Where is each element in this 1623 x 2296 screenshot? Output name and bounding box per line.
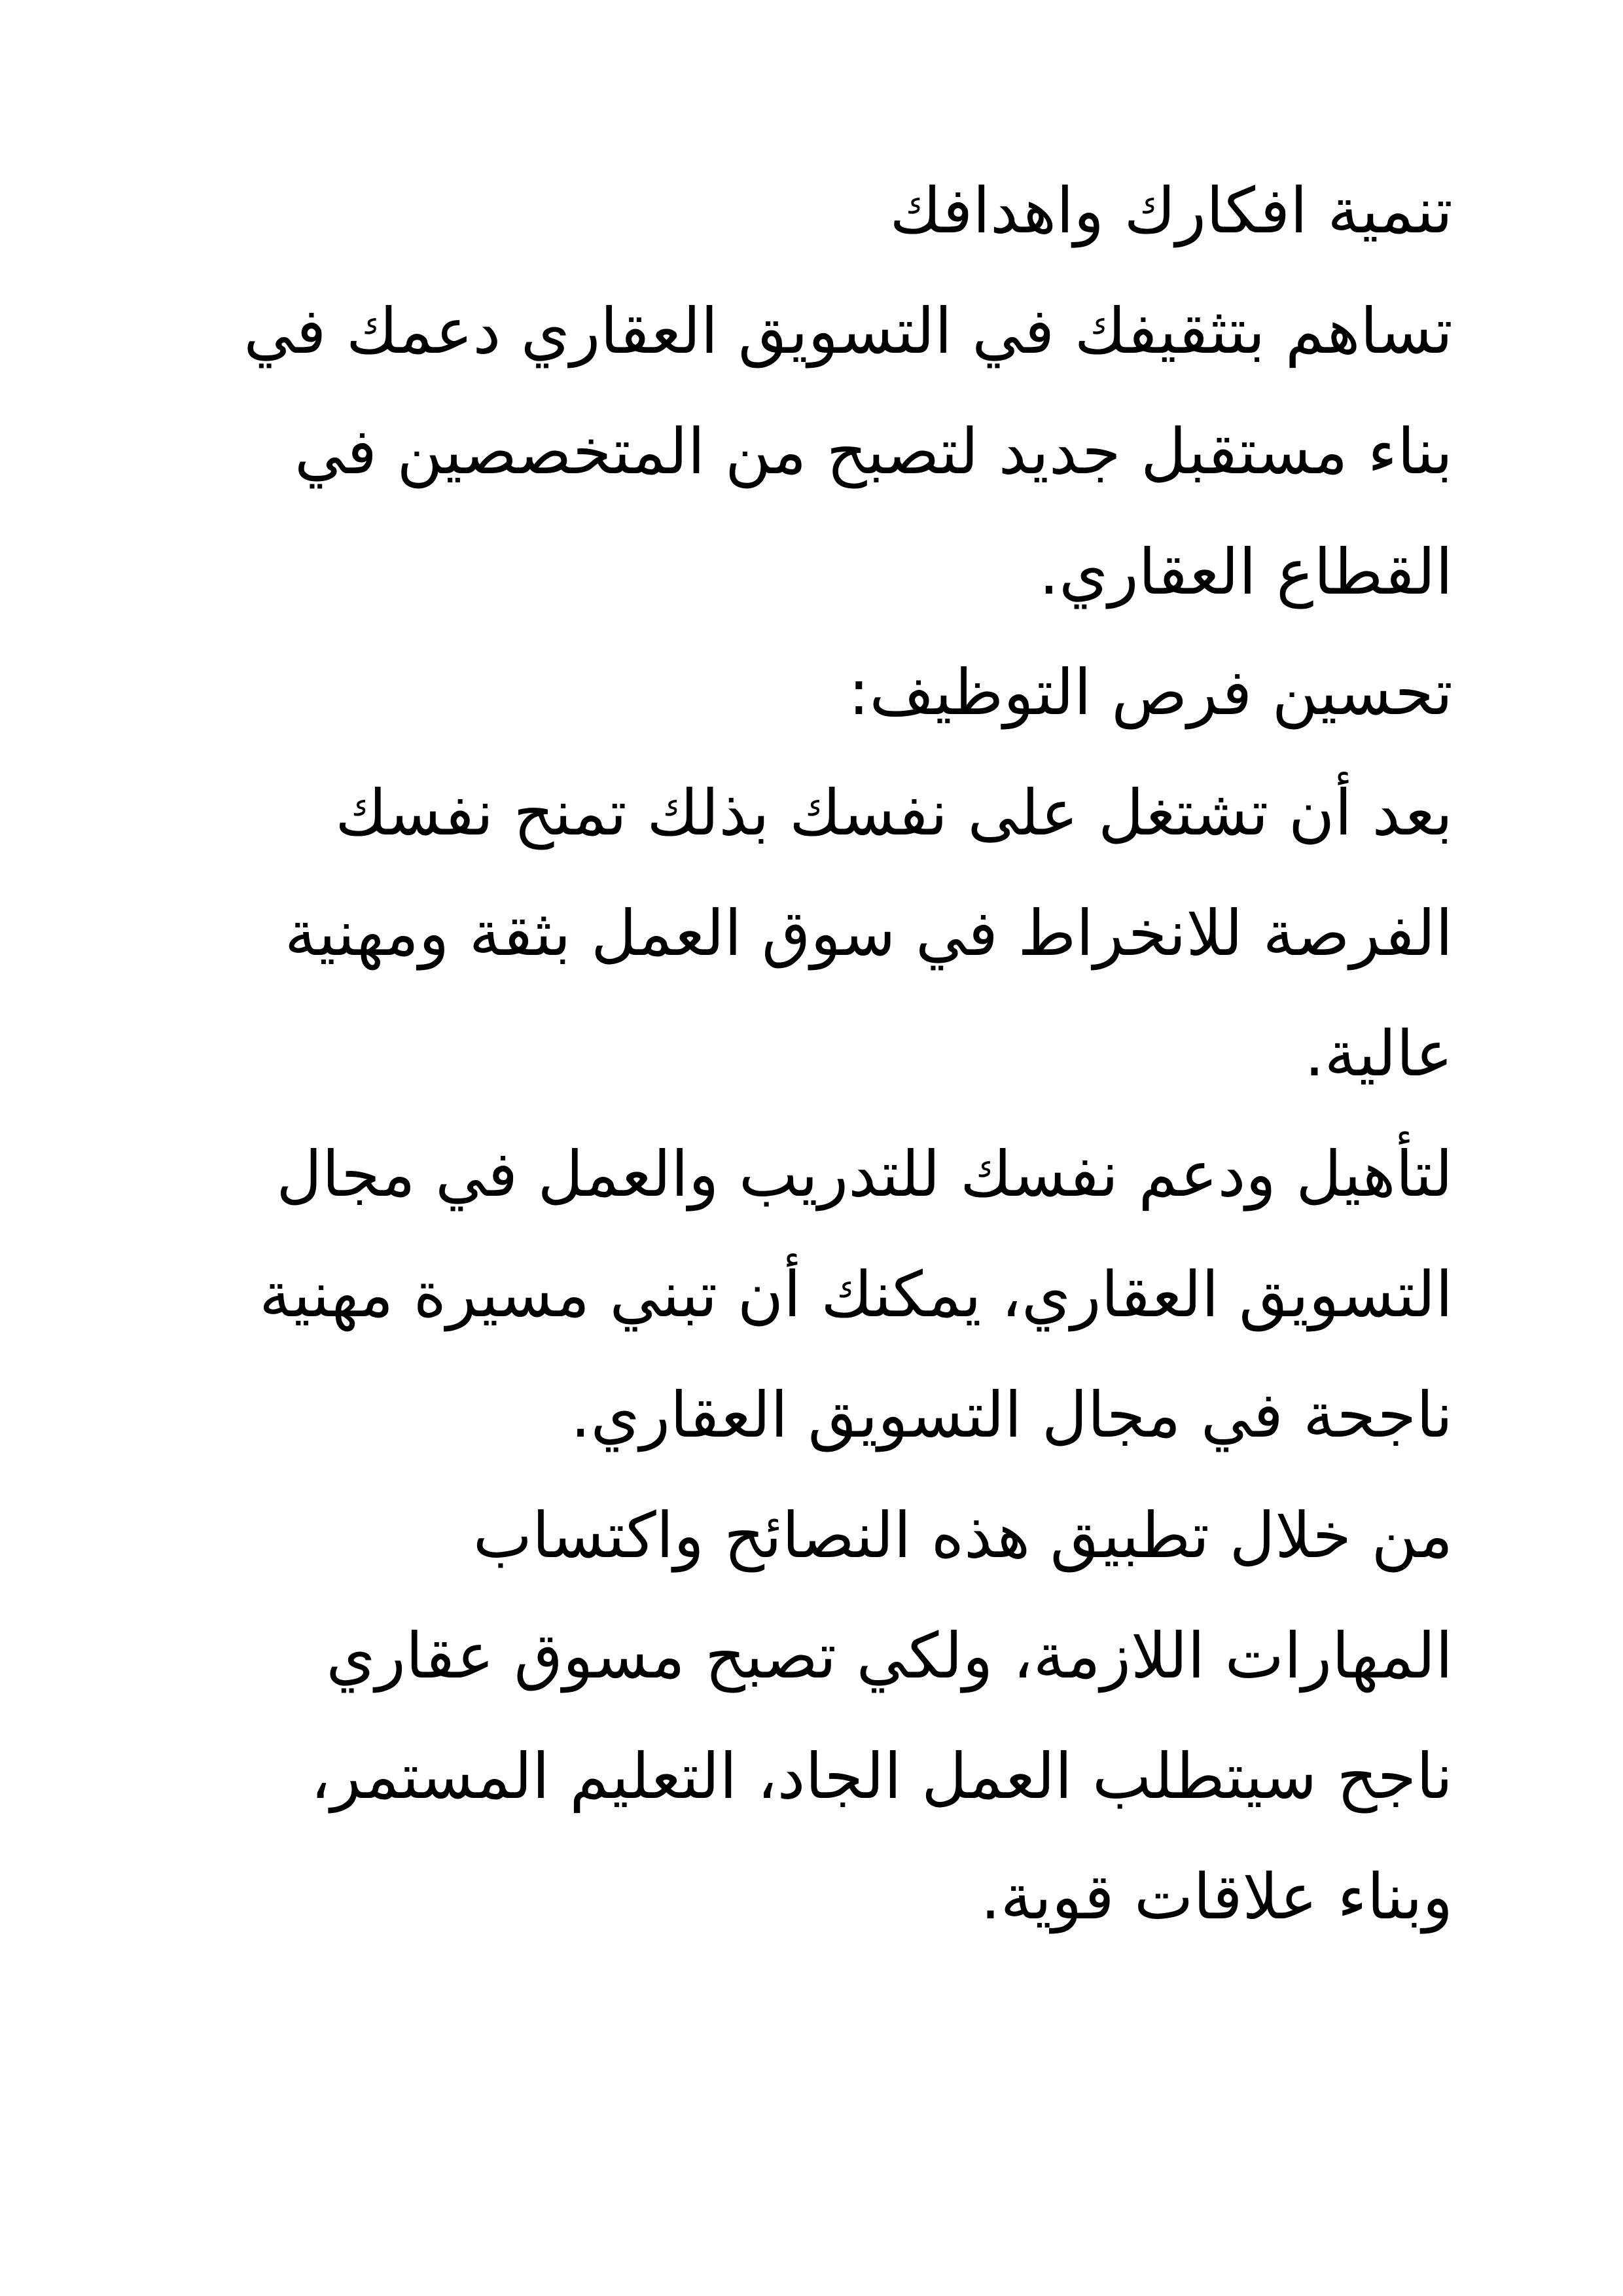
paragraph-line: وبناء علاقات قوية.: [980, 1860, 1453, 1933]
paragraph-line: تساهم بتثقيفك في التسويق العقاري دعمك في: [243, 295, 1453, 368]
paragraph-line: القطاع العقاري.: [1039, 535, 1453, 609]
paragraph-line: لتأهيل ودعم نفسك للتدريب والعمل في مجال: [276, 1138, 1453, 1211]
paragraph-line: ناجح سيتطلب العمل الجاد، التعليم المستمر،: [310, 1740, 1453, 1813]
paragraph-line: الفرصة للانخراط في سوق العمل بثقة ومهنية: [284, 897, 1453, 970]
document-body: [144, 151, 1453, 1957]
heading-develop-ideas: تنمية افكارك واهدافك: [889, 174, 1453, 247]
paragraph-line: بعد أن تشتغل على نفسك بذلك تمنح نفسك: [335, 776, 1453, 850]
heading-improve-employment: تحسين فرص التوظيف:: [848, 656, 1453, 729]
paragraph-line: عالية.: [1304, 1017, 1453, 1090]
paragraph-line: المهارات اللازمة، ولكي تصبح مسوق عقاري: [326, 1619, 1453, 1693]
paragraph-line: من خلال تطبيق هذه النصائح واكتساب: [473, 1499, 1453, 1572]
paragraph-line: التسويق العقاري، يمكنك أن تبني مسيرة مهنية: [259, 1258, 1453, 1331]
paragraph-line: بناء مستقبل جديد لتصبح من المتخصصين في: [294, 415, 1453, 488]
paragraph-line: ناجحة في مجال التسويق العقاري.: [570, 1378, 1453, 1452]
